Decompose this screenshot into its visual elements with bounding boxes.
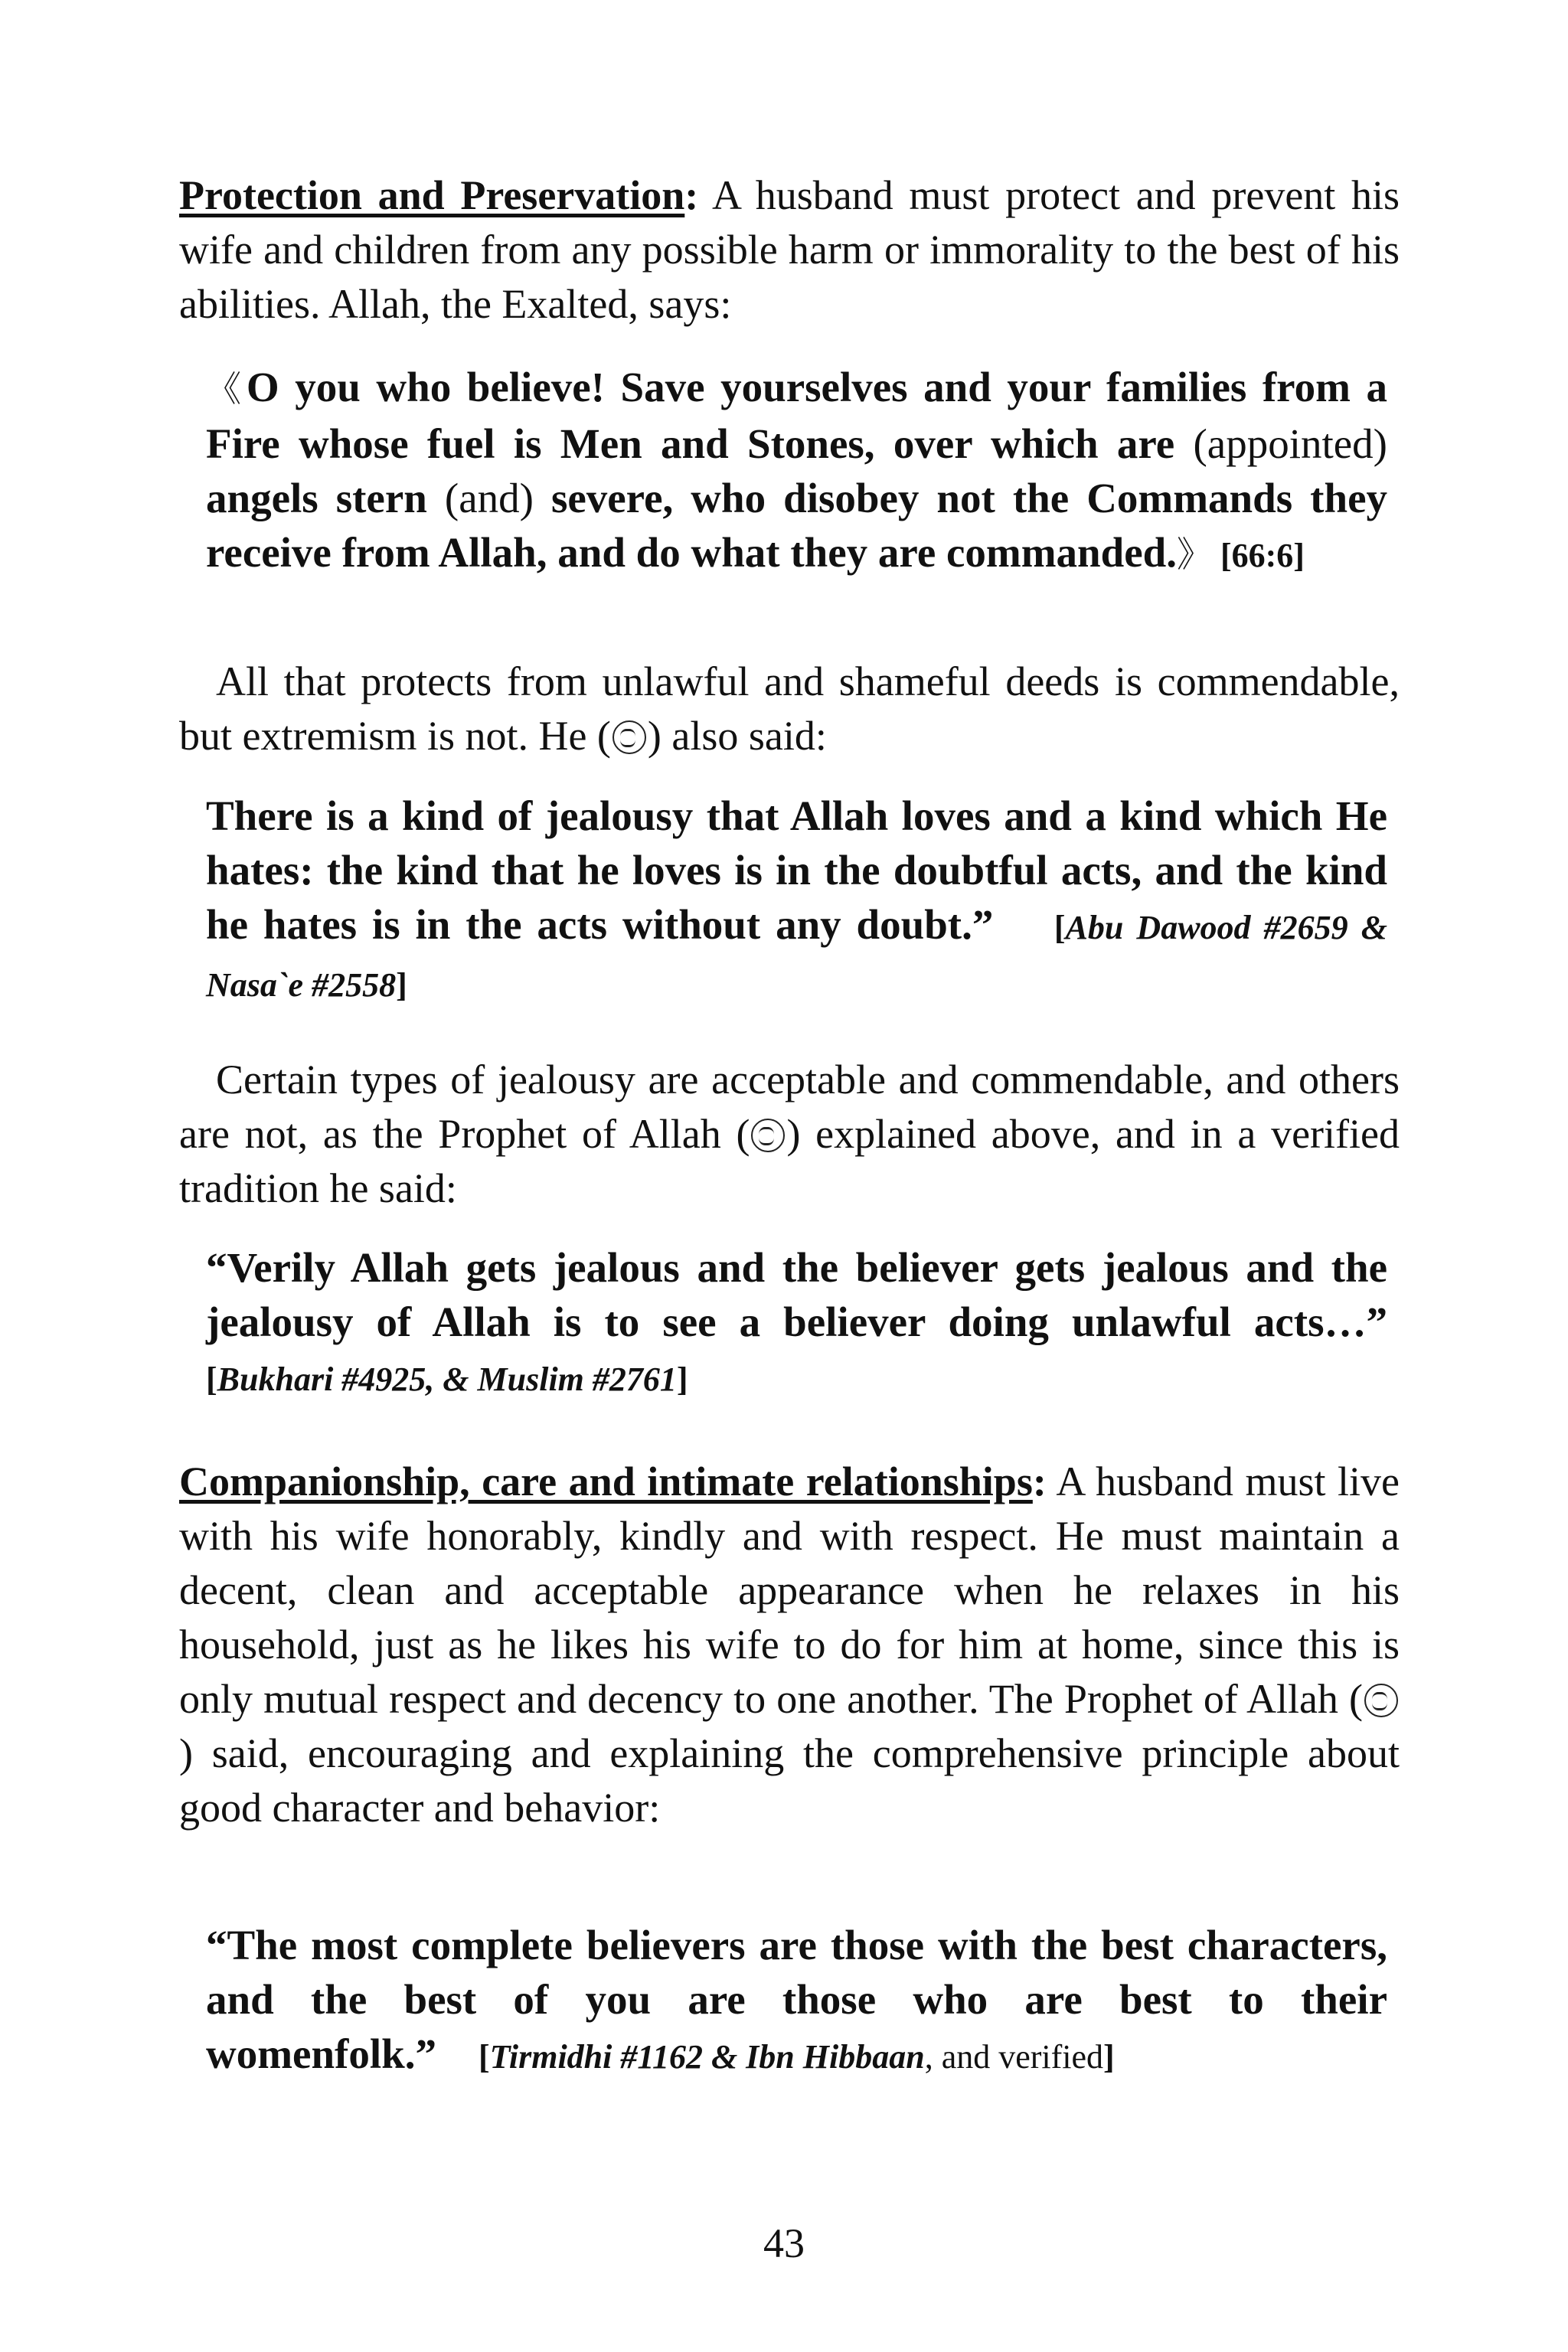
companionship-paragraph [179, 1455, 1400, 1835]
ref-source: Bukhari #4925, & Muslim #2761 [217, 1361, 677, 1398]
companionship-text-b: ) said, encouraging and explaining the comprehensive principle about good character and behavior: [179, 1730, 1400, 1831]
extremism-paragraph [179, 655, 1400, 763]
ornate-open-bracket: 《 [206, 370, 247, 409]
salutation-icon [1364, 1684, 1398, 1717]
companionship-text-a: A husband must live with his wife honorably, kindly and with respect. He must maintain a decent, clean and acceptable appearance when he relaxes in his household, just as he likes his wife to do for him at home, since this is only mutual respect and decency to one another. The Prophet of Allah ( [179, 1459, 1400, 1722]
ref-close: ] [1103, 2038, 1115, 2076]
page-number: 43 [763, 2220, 805, 2266]
quote-text-3: severe, who disobey not the Commands they receive from Allah, and do what they are commanded. [206, 475, 1387, 576]
protection-paragraph [179, 168, 1400, 332]
hadith-reference [206, 1361, 688, 1398]
jealousy-text-b: ) explained above, and in a verified tradition he said: [179, 1111, 1400, 1211]
ref-close: ] [676, 1361, 688, 1398]
jealousy-text-a: Certain types of jealousy are acceptable and commendable, and others are not, as the Prophet of Allah ( [179, 1057, 1400, 1157]
ornate-close-bracket: 》 [1176, 535, 1212, 574]
quran-quote [206, 360, 1387, 583]
hadith-allah-jealous [206, 1240, 1387, 1406]
ref-note: , and verified [924, 2038, 1104, 2076]
protection-text: A husband must protect and prevent his wife and children from any possible harm or immorality to the best of his abilities. Allah, the Exalted, says: [179, 172, 1400, 327]
ref-source: Abu Dawood #2659 & Nasa`e #2558 [206, 909, 1388, 1004]
quote-text-appointed: (appointed) [1193, 420, 1387, 467]
heading-colon: : [684, 172, 699, 218]
ref-open: [ [1054, 909, 1066, 946]
section-heading-protection: Protection and Preservation [179, 172, 685, 218]
hadith-text: “The most complete believers are those with the best characters, and the best of you are those who are best to their womenfolk.” [206, 1922, 1387, 2077]
salutation-icon [612, 720, 646, 754]
quote-text-2: angels stern [206, 475, 445, 521]
salutation-icon [751, 1119, 785, 1152]
hadith-text: “Verily Allah gets jealous and the believer gets jealous and the jealousy of Allah is to see a believer doing unlawful acts…” [206, 1244, 1387, 1345]
ref-source: Tirmidhi #1162 & Ibn Hibbaan [489, 2038, 925, 2076]
ref-open: [ [478, 2038, 490, 2076]
ref-close: ] [396, 966, 407, 1004]
hadith-reference [479, 2038, 1115, 2076]
section-heading-companionship: Companionship, care and intimate relationships [179, 1459, 1033, 1504]
quote-text-1: O you who believe! Save yourselves and your families from a Fire whose fuel is Men and Stones, over which are [206, 364, 1388, 467]
quran-reference: [66:6] [1211, 537, 1305, 574]
jealousy-paragraph [179, 1053, 1400, 1216]
extremism-text-a: All that protects from unlawful and shameful deeds is commendable, but extremism is not. He ( [179, 658, 1400, 759]
hadith-complete-believers [206, 1918, 1387, 2084]
extremism-text-b: ) also said: [647, 713, 827, 759]
heading-colon: : [1032, 1459, 1047, 1504]
ref-open: [ [206, 1361, 217, 1398]
hadith-text: There is a kind of jealousy that Allah loves and a kind which He hates: the kind that he loves is in the doubtful acts, and the kind he hates is in the acts without any doubt.” [206, 792, 1387, 948]
quote-text-and: (and) [444, 475, 534, 521]
hadith-jealousy-kinds [206, 789, 1387, 1012]
